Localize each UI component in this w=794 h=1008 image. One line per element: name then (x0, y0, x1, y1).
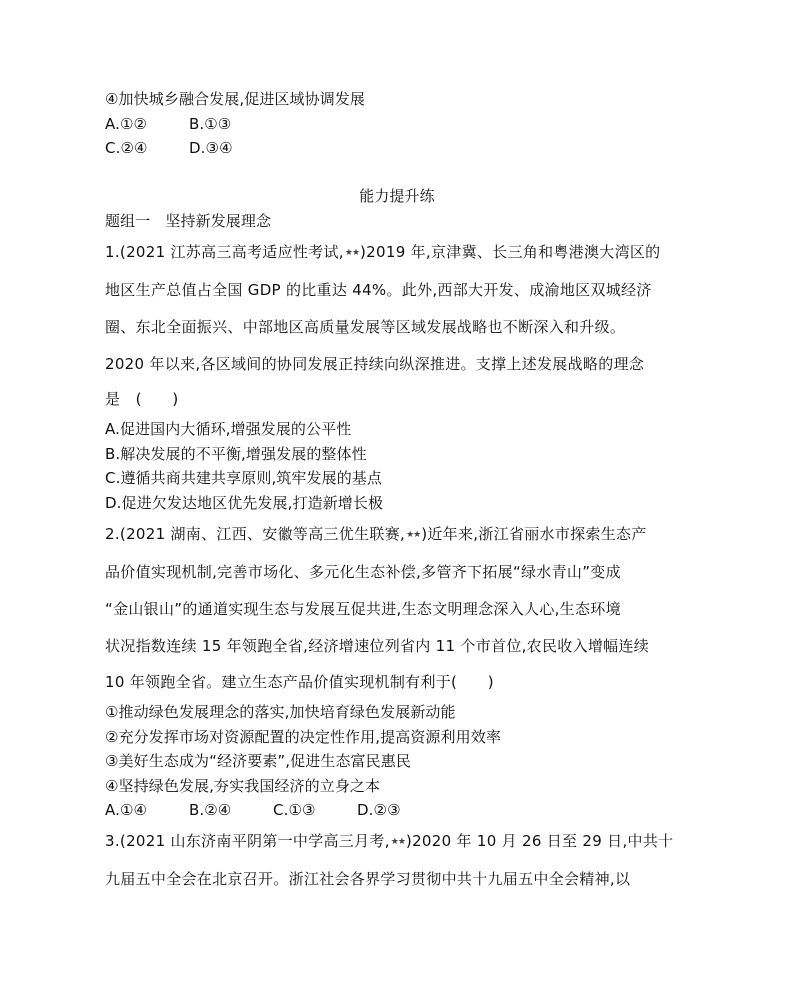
q2-item-3: ③美好生态成为“经济要素”,促进生态富民惠民 (105, 752, 411, 770)
q1-option-d: D.促进欠发达地区优先发展,打造新增长极 (105, 494, 384, 512)
q3-line-2: 九届五中全会在北京召开。浙江社会各界学习贯彻中共十九届五中全会精神,以 (105, 870, 631, 888)
q2-options (105, 800, 401, 820)
q1-option-c: C.遵循共商共建共享原则,筑牢发展的基点 (105, 469, 383, 487)
q1-text-start: )2019 年,京津冀、长三角和粤港澳大湾区的 (360, 243, 661, 261)
q1-line-2: 地区生产总值占全国 GDP 的比重达 44%。此外,西部大开发、成渝地区双城经济 (105, 281, 652, 299)
difficulty-star-icon: ★★ (390, 837, 405, 847)
prev-option-b: B.①③ (189, 115, 232, 133)
q2-option-a: A.①④ (105, 801, 148, 819)
q1-option-b: B.解决发展的不平衡,增强发展的整体性 (105, 445, 367, 463)
q2-item-2: ②充分发挥市场对资源配置的决定性作用,提高资源利用效率 (105, 728, 501, 746)
q2-source: 2.(2021 湖南、江西、安徽等高三优生联赛, (105, 525, 406, 543)
q1-option-a: A.促进国内大循环,增强发展的公平性 (105, 420, 352, 438)
prev-option-a: A.①② (105, 115, 148, 133)
difficulty-star-icon: ★★ (406, 530, 421, 540)
prev-option-c: C.②④ (105, 139, 148, 157)
difficulty-star-icon: ★★ (344, 248, 360, 258)
q1-line-4: 2020 年以来,各区域间的协同发展正持续向纵深推进。支撑上述发展战略的理念 (105, 355, 645, 373)
q3-text-start: )2020 年 10 月 26 日至 29 日,中共十 (405, 832, 674, 850)
q3-line-1 (105, 831, 673, 852)
prev-option-d: D.③④ (189, 139, 233, 157)
q2-line-1 (105, 524, 647, 545)
q2-line-3: “金山银山”的通道实现生态与发展互促共进,生态文明理念深入人心,生态环境 (105, 600, 621, 618)
section-title: 能力提升练 (359, 187, 435, 205)
prev-options-row-2 (105, 138, 233, 158)
q2-item-4: ④坚持绿色发展,夯实我国经济的立身之本 (105, 777, 381, 795)
q1-source: 1.(2021 江苏高三高考适应性考试, (105, 243, 344, 261)
q2-option-c: C.①③ (273, 801, 316, 819)
prev-options-row-1 (105, 114, 231, 134)
prev-item-4: ④加快城乡融合发展,促进区域协调发展 (105, 90, 366, 108)
q2-option-d: D.②③ (357, 801, 401, 819)
group-title: 题组一 坚持新发展理念 (105, 212, 272, 230)
q3-source: 3.(2021 山东济南平阴第一中学高三月考, (105, 832, 390, 850)
q2-line-4: 状况指数连续 15 年领跑全省,经济增速位列省内 11 个市首位,农民收入增幅连续 (105, 637, 650, 655)
q1-line-5: 是 ( ) (105, 390, 179, 408)
q2-text-start: )近年来,浙江省丽水市探索生态产 (421, 525, 647, 543)
q1-line-3: 圈、东北全面振兴、中部地区高质量发展等区域发展战略也不断深入和升级。 (105, 318, 626, 336)
q1-line-1 (105, 242, 660, 263)
q2-line-5: 10 年领跑全省。建立生态产品价值实现机制有利于( ) (105, 673, 494, 691)
q2-line-2: 品价值实现机制,完善市场化、多元化生态补偿,多管齐下拓展“绿水青山”变成 (105, 563, 621, 581)
q2-option-b: B.②④ (189, 801, 232, 819)
q2-item-1: ①推动绿色发展理念的落实,加快培育绿色发展新动能 (105, 703, 456, 721)
